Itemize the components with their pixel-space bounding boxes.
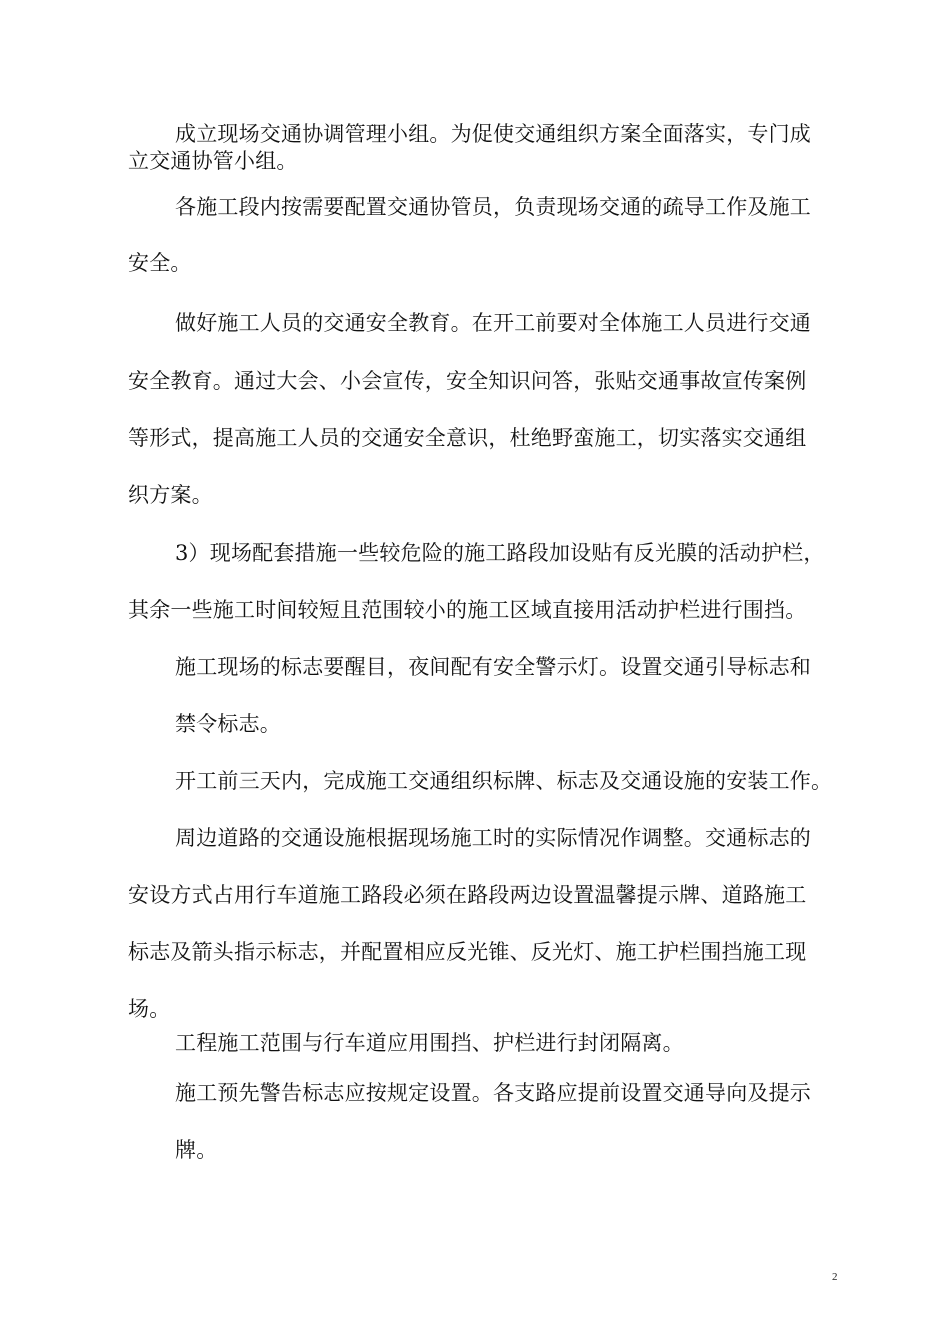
page-number: 2 bbox=[832, 1271, 838, 1283]
paragraph-line: 施工现场的标志要醒目，夜间配有安全警示灯。设置交通引导标志和 bbox=[175, 655, 811, 679]
paragraph-line: 标志及箭头指示标志，并配置相应反光锥、反光灯、施工护栏围挡施工现 bbox=[128, 940, 807, 964]
paragraph-line: 安全教育。通过大会、小会宣传，安全知识问答，张贴交通事故宣传案例 bbox=[128, 369, 807, 393]
paragraph-line: 3）现场配套措施一些较危险的施工路段加设贴有反光膜的活动护栏， bbox=[175, 541, 825, 565]
paragraph-line: 安全。 bbox=[128, 251, 192, 275]
paragraph-line: 各施工段内按需要配置交通协管员，负责现场交通的疏导工作及施工 bbox=[175, 195, 811, 219]
paragraph-line: 工程施工范围与行车道应用围挡、护栏进行封闭隔离。 bbox=[175, 1031, 684, 1055]
paragraph-line: 场。 bbox=[128, 997, 171, 1021]
paragraph-line: 立交通协管小组。 bbox=[128, 149, 298, 173]
paragraph-line: 成立现场交通协调管理小组。为促使交通组织方案全面落实，专门成 bbox=[175, 122, 811, 146]
paragraph-line: 牌。 bbox=[175, 1138, 218, 1162]
paragraph-line: 其余一些施工时间较短且范围较小的施工区域直接用活动护栏进行围挡。 bbox=[128, 598, 807, 622]
paragraph-line: 周边道路的交通设施根据现场施工时的实际情况作调整。交通标志的 bbox=[175, 826, 811, 850]
paragraph-line: 织方案。 bbox=[128, 483, 213, 507]
paragraph-line: 等形式，提高施工人员的交通安全意识，杜绝野蛮施工，切实落实交通组 bbox=[128, 426, 807, 450]
paragraph-line: 施工预先警告标志应按规定设置。各支路应提前设置交通导向及提示 bbox=[175, 1081, 811, 1105]
paragraph-line: 安设方式占用行车道施工路段必须在路段两边设置温馨提示牌、道路施工 bbox=[128, 883, 807, 907]
paragraph-line: 禁令标志。 bbox=[175, 712, 281, 736]
paragraph-line: 开工前三天内，完成施工交通组织标牌、标志及交通设施的安装工作。 bbox=[175, 769, 833, 793]
paragraph-line: 做好施工人员的交通安全教育。在开工前要对全体施工人员进行交通 bbox=[175, 311, 811, 335]
